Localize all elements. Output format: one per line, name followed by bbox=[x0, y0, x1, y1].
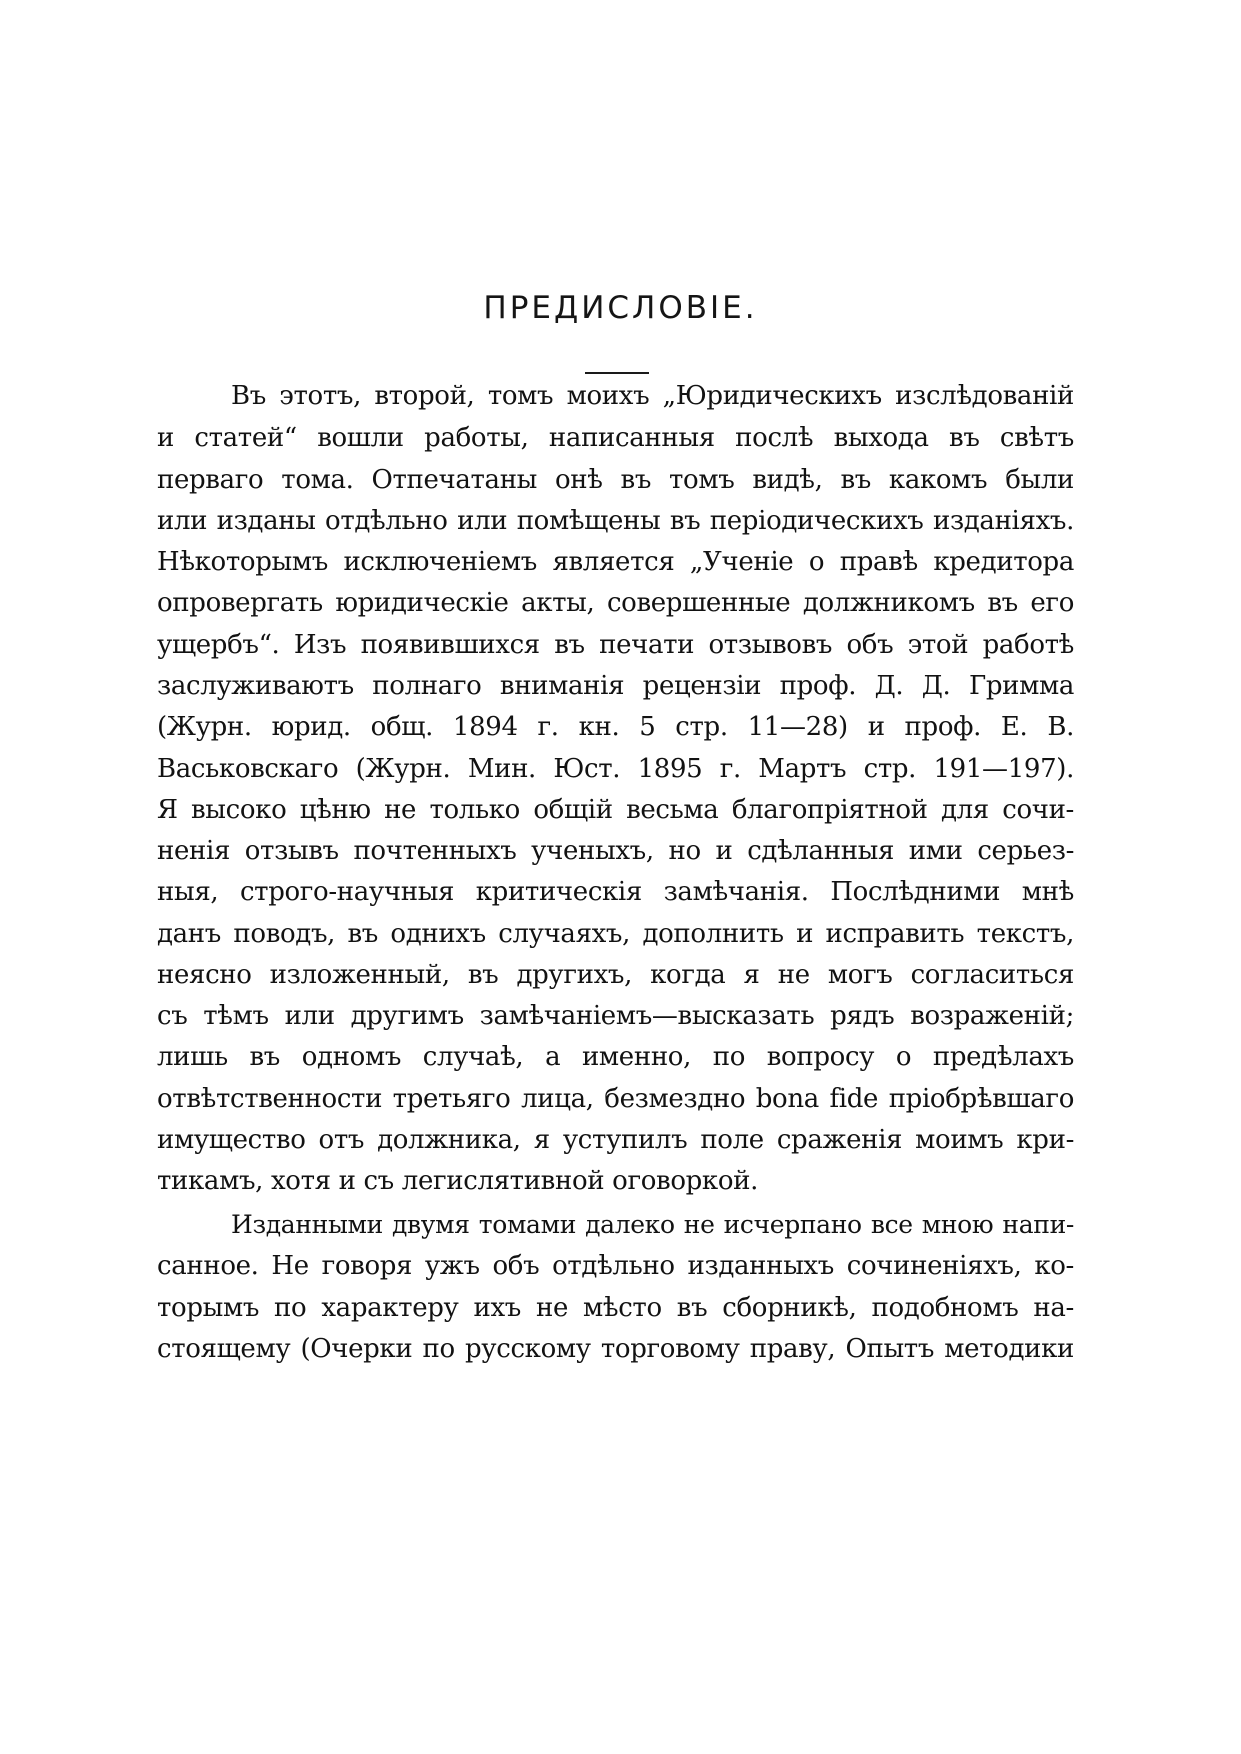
text-line: (Журн. юрид. общ. 1894 г. кн. 5 стр. 11—28) и проф. Е. В. bbox=[157, 712, 1074, 742]
text-line: имущество отъ должника, я уступилъ поле сраженія моимъ кри- bbox=[157, 1125, 1074, 1155]
text-line: неясно изложенный, въ другихъ, когда я не могъ согласиться bbox=[157, 960, 1074, 990]
text-line: стоящему (Очерки по русскому торговому праву, Опытъ методики bbox=[157, 1334, 1074, 1364]
text-line: опровергать юридическіе акты, совершенные должникомъ въ его bbox=[157, 588, 1074, 618]
text-line: санное. Не говоря ужъ объ отдѣльно изданныхъ сочиненіяхъ, ко- bbox=[157, 1251, 1074, 1281]
text-line: съ тѣмъ или другимъ замѣчаніемъ—высказать рядъ возраженій; bbox=[157, 1001, 1074, 1031]
text-line: заслуживаютъ полнаго вниманія рецензіи проф. Д. Д. Гримма bbox=[157, 671, 1074, 701]
text-line: Я высоко цѣню не только общій весьма благопріятной для сочи- bbox=[157, 795, 1074, 825]
text-line: ущербъ“. Изъ появившихся въ печати отзывовъ объ этой работѣ bbox=[157, 630, 1074, 660]
text-line: и статей“ вошли работы, написанныя послѣ выхода въ свѣтъ bbox=[157, 423, 1074, 453]
page-title: ПРЕДИСЛОВІЕ. bbox=[483, 290, 758, 326]
text-line: Въ этотъ, второй, томъ моихъ „Юридическихъ изслѣдованій bbox=[231, 381, 1074, 411]
title-divider bbox=[585, 372, 649, 374]
text-line: ныя, строго-научныя критическія замѣчанія. Послѣдними мнѣ bbox=[157, 877, 1074, 907]
text-line: ненія отзывъ почтенныхъ ученыхъ, но и сдѣланныя ими серьез- bbox=[157, 836, 1074, 866]
text-line: перваго тома. Отпечатаны онѣ въ томъ видѣ, въ какомъ были bbox=[157, 465, 1074, 495]
text-line: Нѣкоторымъ исключеніемъ является „Ученіе о правѣ кредитора bbox=[157, 547, 1074, 577]
text-line: тикамъ, хотя и съ легислятивной оговоркой. bbox=[157, 1166, 759, 1196]
text-line: или изданы отдѣльно или помѣщены въ періодическихъ изданіяхъ. bbox=[157, 506, 1074, 536]
text-line: данъ поводъ, въ однихъ случаяхъ, дополнить и исправить текстъ, bbox=[157, 919, 1074, 949]
text-line: отвѣтственности третьяго лица, безмездно bona fide пріобрѣвшаго bbox=[157, 1084, 1074, 1114]
text-line: Васьковскаго (Журн. Мин. Юст. 1895 г. Мартъ стр. 191—197). bbox=[157, 754, 1074, 784]
text-line: торымъ по характеру ихъ не мѣсто въ сборникѣ, подобномъ на- bbox=[157, 1293, 1074, 1323]
text-line: Изданными двумя томами далеко не исчерпано все мною напи- bbox=[231, 1210, 1074, 1239]
text-line: лишь въ одномъ случаѣ, а именно, по вопросу о предѣлахъ bbox=[157, 1042, 1074, 1072]
